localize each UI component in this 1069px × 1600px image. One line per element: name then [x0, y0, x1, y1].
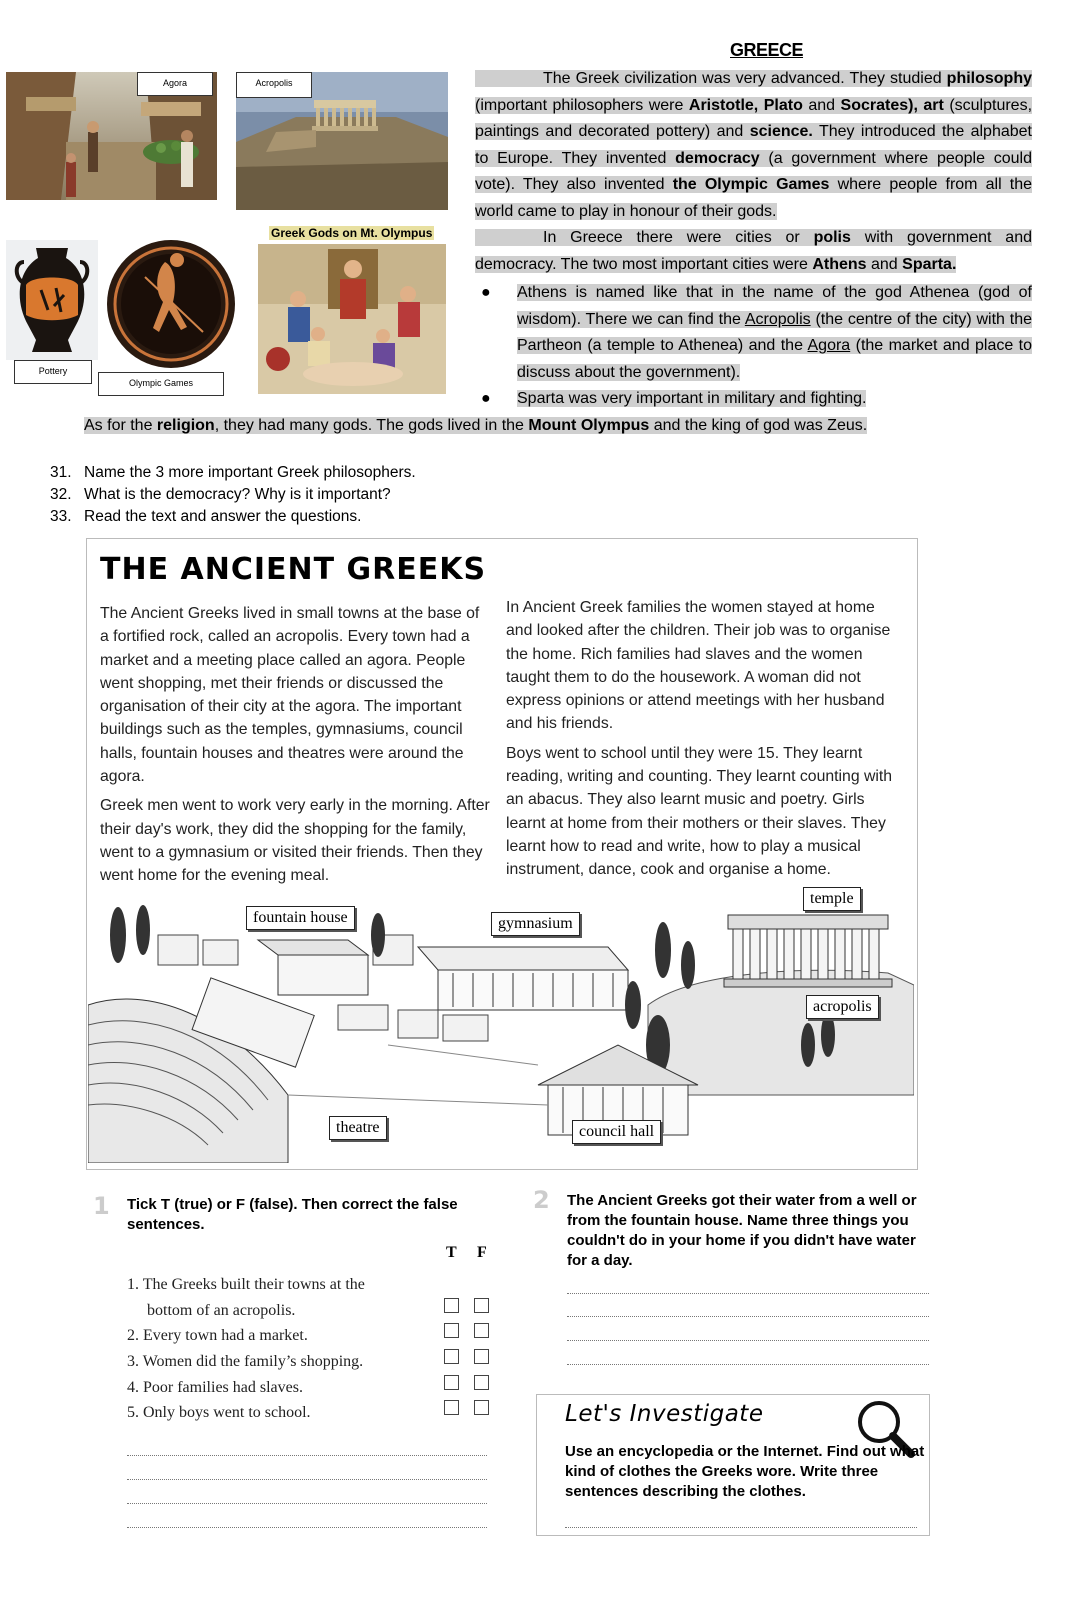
athens-bullet: ● Athens is named like that in the name of the god Athenea (god of wisdom). There we can find the Acropolis (the centre of the city) with the Partheon (a temple to Athenea) and the Agora (the market and place to discuss about the government). [475, 280, 1032, 386]
greece-paragraph-1: The Greek civilization was very advanced. They studied philosophy (important philosophers were Aristotle, Plato and Socrates), art (sculptures, paintings and decorated pottery) and science. They introduced the alphabet to Europe. They invented democracy (a government where people could vote). They also invented the Olympic Games where people from all the world came to play in honour of their gods. [475, 70, 1033, 220]
answer-line[interactable] [567, 1316, 929, 1317]
greece-paragraph-2: In Greece there were cities or polis with government and democracy. The two most important cities were Athens and Sparta. [475, 229, 1033, 273]
false-column-header: F [477, 1244, 487, 1261]
true-checkbox[interactable] [444, 1298, 459, 1313]
label-gymnasium: gymnasium [491, 912, 580, 936]
investigate-instructions: Use an encyclopedia or the Internet. Find out what kind of clothes the Greeks wore. Write three sentences describing the clothes. [565, 1443, 925, 1500]
pottery-caption: Pottery [14, 360, 92, 384]
exercise-2-number: 2 [533, 1186, 550, 1214]
true-checkbox[interactable] [444, 1375, 459, 1390]
bullet-icon: ● [481, 284, 491, 301]
true-checkbox[interactable] [444, 1323, 459, 1338]
statement: 5. Only boys went to school. [127, 1404, 311, 1421]
question-31: 31. Name the 3 more important Greek philosophers. [50, 464, 416, 481]
greek-gods-caption: Greek Gods on Mt. Olympus [271, 226, 433, 240]
bullet-icon: ● [481, 390, 491, 407]
label-acropolis: acropolis [806, 995, 879, 1019]
statement: 4. Poor families had slaves. [127, 1379, 303, 1396]
worksheet-right-column [506, 596, 898, 888]
greek-gods-photo [258, 224, 446, 394]
investigate-title: Let's Investigate [565, 1401, 764, 1427]
question-32: 32. What is the democracy? Why is it important? [50, 486, 391, 503]
statement: 1. The Greeks built their towns at the [127, 1276, 365, 1293]
label-council-hall: council hall [572, 1120, 661, 1144]
answer-line[interactable] [127, 1479, 487, 1480]
answer-line[interactable] [565, 1527, 917, 1528]
exercise-2-heading: The Ancient Greeks got their water from a well or from the fountain house. Name three things you couldn't do in your home if you didn't have water for a day. [567, 1192, 917, 1269]
question-33: 33. Read the text and answer the questions. [50, 508, 362, 525]
label-theatre: theatre [329, 1116, 387, 1140]
worksheet-right-paragraph: In Ancient Greek families the women stayed at home and looked after the children. Their job was to organise the home. Rich families had slaves and the women taught them to do the housework. A woman did not express opinions or attend meetings with her husband and his friends. [506, 599, 891, 733]
acropolis-caption: Acropolis [236, 72, 312, 98]
false-checkbox[interactable] [474, 1349, 489, 1364]
answer-line[interactable] [127, 1527, 487, 1528]
false-checkbox[interactable] [474, 1375, 489, 1390]
answer-line[interactable] [127, 1455, 487, 1456]
worksheet-right-paragraph: Boys went to school until they were 15. They learnt reading, writing and counting. They learnt counting with an abacus. They also learnt music and poetry. Girls learnt at home from their mothers or their slaves. They learnt how to read and write, how to play a musical instrument, dance, cook and organise a home. [506, 744, 893, 879]
answer-line[interactable] [127, 1503, 487, 1504]
answer-line[interactable] [567, 1293, 929, 1294]
label-fountain-house: fountain house [246, 906, 355, 930]
answer-line[interactable] [567, 1364, 929, 1365]
label-temple: temple [803, 887, 861, 911]
pottery-photo [6, 240, 98, 360]
statement: bottom of an acropolis. [147, 1302, 296, 1319]
olympic-games-photo [105, 232, 237, 377]
worksheet-left-paragraph: Greek men went to work very early in the morning. After their day's work, they did the shopping for the family, went to a gymnasium or visited their friends. Then they went home for the evening meal. [100, 797, 490, 885]
false-checkbox[interactable] [474, 1400, 489, 1415]
statement: 3. Women did the family’s shopping. [127, 1353, 364, 1370]
true-checkbox[interactable] [444, 1349, 459, 1364]
worksheet-left-paragraph: The Ancient Greeks lived in small towns at the base of a fortified rock, called an acropolis. Every town had a market and a meeting place called an agora. People went shopping, met their friends or discussed the organisation of their city at the agora. The important buildings such as the temples, gymnasiums, council halls, fountain houses and theatres were around the agora. [100, 605, 480, 786]
false-checkbox[interactable] [474, 1323, 489, 1338]
worksheet-title: THE ANCIENT GREEKS [100, 552, 487, 587]
worksheet-left-column [100, 602, 490, 894]
statement: 2. Every town had a market. [127, 1327, 308, 1344]
exercise-1-number: 1 [93, 1192, 110, 1220]
answer-line[interactable] [567, 1340, 929, 1341]
greece-title: GREECE [730, 40, 804, 60]
false-checkbox[interactable] [474, 1298, 489, 1313]
exercise-1-heading: Tick T (true) or F (false). Then correct the false sentences. [127, 1196, 458, 1233]
olympic-games-caption: Olympic Games [98, 372, 224, 396]
true-checkbox[interactable] [444, 1400, 459, 1415]
true-column-header: T [446, 1244, 457, 1261]
sparta-bullet: ● Sparta was very important in military and fighting. [475, 386, 1032, 413]
religion-line: As for the religion, they had many gods. The gods lived in the Mount Olympus and the king of god was Zeus. [84, 417, 868, 434]
agora-caption: Agora [137, 72, 213, 96]
